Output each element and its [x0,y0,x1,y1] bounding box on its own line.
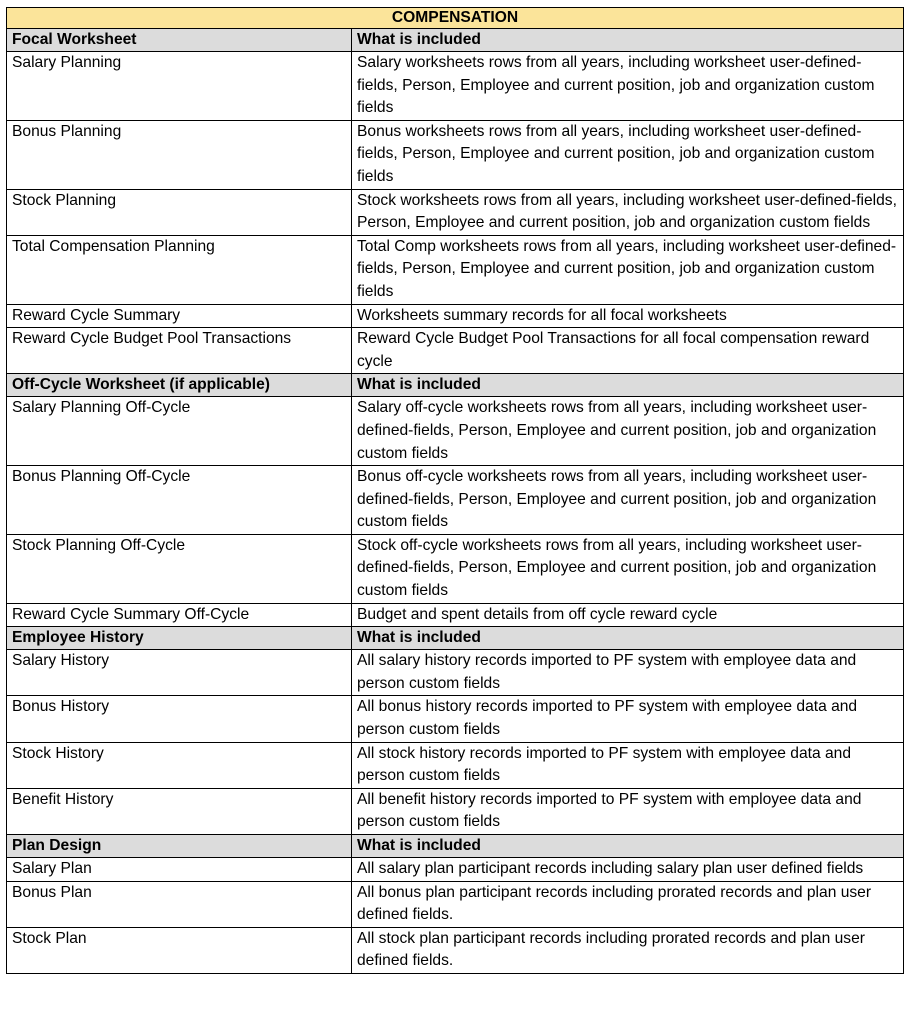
table-title: COMPENSATION [7,8,904,29]
table-row [7,120,904,189]
row-name: Salary Plan [7,858,352,882]
row-name: Reward Cycle Summary [7,304,352,328]
section-heading-what-included: What is included [352,374,904,397]
section-heading: Off-Cycle Worksheet (if applicable) [7,374,352,397]
table-row [7,858,904,882]
row-name: Total Compensation Planning [7,235,352,304]
row-description: Bonus worksheets rows from all years, including worksheet user-defined-fields, Person, Employee and current position, job and organization custom fields [352,120,904,189]
row-description: Total Comp worksheets rows from all years, including worksheet user-defined-fields, Person, Employee and current position, job and organization custom fields [352,235,904,304]
row-description: Salary worksheets rows from all years, including worksheet user-defined-fields, Person, Employee and current position, job and organization custom fields [352,52,904,121]
table-row [7,788,904,834]
section-heading-what-included: What is included [352,835,904,858]
section-heading: Plan Design [7,835,352,858]
section-header-off-cycle-worksheet [7,374,904,397]
row-description: Stock worksheets rows from all years, including worksheet user-defined-fields, Person, Employee and current position, job and organization custom fields [352,189,904,235]
row-name: Reward Cycle Budget Pool Transactions [7,328,352,374]
section-heading: Employee History [7,627,352,650]
row-description: Budget and spent details from off cycle reward cycle [352,603,904,627]
compensation-table [6,7,904,974]
row-description: All bonus history records imported to PF system with employee data and person custom fields [352,696,904,742]
row-name: Stock Planning [7,189,352,235]
table-row [7,397,904,466]
row-description: All bonus plan participant records including prorated records and plan user defined fields. [352,881,904,927]
row-description: Worksheets summary records for all focal worksheets [352,304,904,328]
row-description: All salary history records imported to PF system with employee data and person custom fields [352,650,904,696]
table-row [7,650,904,696]
section-header-focal-worksheet [7,29,904,52]
row-name: Stock Planning Off-Cycle [7,534,352,603]
section-header-plan-design [7,835,904,858]
row-name: Bonus History [7,696,352,742]
table-row [7,881,904,927]
table-row [7,534,904,603]
row-description: All stock history records imported to PF system with employee data and person custom fields [352,742,904,788]
row-name: Salary History [7,650,352,696]
row-description: Reward Cycle Budget Pool Transactions for all focal compensation reward cycle [352,328,904,374]
table-row [7,927,904,973]
row-name: Benefit History [7,788,352,834]
row-description: All stock plan participant records including prorated records and plan user defined fields. [352,927,904,973]
table-row [7,52,904,121]
table-row [7,466,904,535]
row-name: Salary Planning [7,52,352,121]
row-description: Salary off-cycle worksheets rows from all years, including worksheet user-defined-fields, Person, Employee and current position, job and organization custom fields [352,397,904,466]
section-heading-what-included: What is included [352,29,904,52]
row-description: All salary plan participant records including salary plan user defined fields [352,858,904,882]
section-heading: Focal Worksheet [7,29,352,52]
table-row [7,696,904,742]
row-name: Bonus Plan [7,881,352,927]
row-description: All benefit history records imported to PF system with employee data and person custom fields [352,788,904,834]
row-name: Stock History [7,742,352,788]
row-name: Reward Cycle Summary Off-Cycle [7,603,352,627]
row-name: Bonus Planning [7,120,352,189]
table-title-row [7,8,904,29]
section-header-employee-history [7,627,904,650]
table-row [7,328,904,374]
table-row [7,189,904,235]
row-description: Stock off-cycle worksheets rows from all years, including worksheet user-defined-fields, Person, Employee and current position, job and organization custom fields [352,534,904,603]
row-description: Bonus off-cycle worksheets rows from all years, including worksheet user-defined-fields, Person, Employee and current position, job and organization custom fields [352,466,904,535]
table-row [7,235,904,304]
row-name: Salary Planning Off-Cycle [7,397,352,466]
section-heading-what-included: What is included [352,627,904,650]
row-name: Stock Plan [7,927,352,973]
table-row [7,304,904,328]
table-row [7,603,904,627]
row-name: Bonus Planning Off-Cycle [7,466,352,535]
table-row [7,742,904,788]
